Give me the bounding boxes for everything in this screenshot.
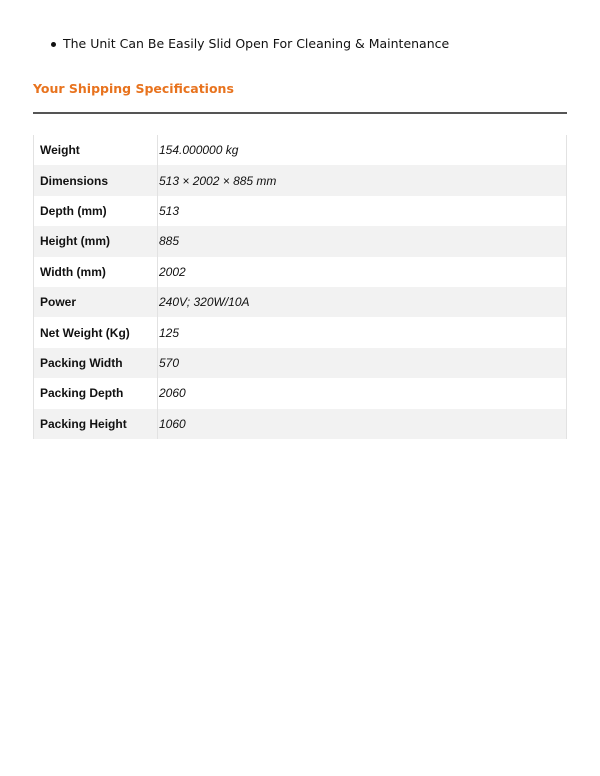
spec-label: Packing Height bbox=[34, 409, 158, 439]
spec-value: 240V; 320W/10A bbox=[158, 287, 567, 317]
shipping-specifications-table bbox=[33, 135, 567, 439]
spec-row-depth bbox=[34, 196, 567, 226]
spec-label: Width (mm) bbox=[34, 257, 158, 287]
spec-row-net-weight bbox=[34, 317, 567, 347]
spec-label: Packing Depth bbox=[34, 378, 158, 408]
shipping-specifications-heading: Your Shipping Specifications bbox=[33, 81, 234, 96]
spec-row-packing-height bbox=[34, 409, 567, 439]
spec-label: Height (mm) bbox=[34, 226, 158, 256]
spec-label: Power bbox=[34, 287, 158, 317]
spec-value: 885 bbox=[158, 226, 567, 256]
spec-value: 1060 bbox=[158, 409, 567, 439]
spec-value: 570 bbox=[158, 348, 567, 378]
spec-value: 2060 bbox=[158, 378, 567, 408]
spec-value: 154.000000 kg bbox=[158, 135, 567, 165]
spec-label: Depth (mm) bbox=[34, 196, 158, 226]
spec-row-packing-depth bbox=[34, 378, 567, 408]
section-divider bbox=[33, 112, 567, 114]
spec-label: Packing Width bbox=[34, 348, 158, 378]
spec-row-weight bbox=[34, 135, 567, 165]
spec-value: 2002 bbox=[158, 257, 567, 287]
spec-value: 513 bbox=[158, 196, 567, 226]
spec-row-width bbox=[34, 257, 567, 287]
spec-label: Net Weight (Kg) bbox=[34, 317, 158, 347]
feature-list bbox=[33, 36, 449, 52]
spec-row-dimensions bbox=[34, 165, 567, 195]
spec-value: 125 bbox=[158, 317, 567, 347]
spec-row-packing-width bbox=[34, 348, 567, 378]
spec-row-height bbox=[34, 226, 567, 256]
feature-item: The Unit Can Be Easily Slid Open For Cleaning & Maintenance bbox=[63, 36, 450, 51]
spec-row-power bbox=[34, 287, 567, 317]
spec-value: 513 × 2002 × 885 mm bbox=[158, 165, 567, 195]
spec-label: Dimensions bbox=[34, 165, 158, 195]
spec-label: Weight bbox=[34, 135, 158, 165]
